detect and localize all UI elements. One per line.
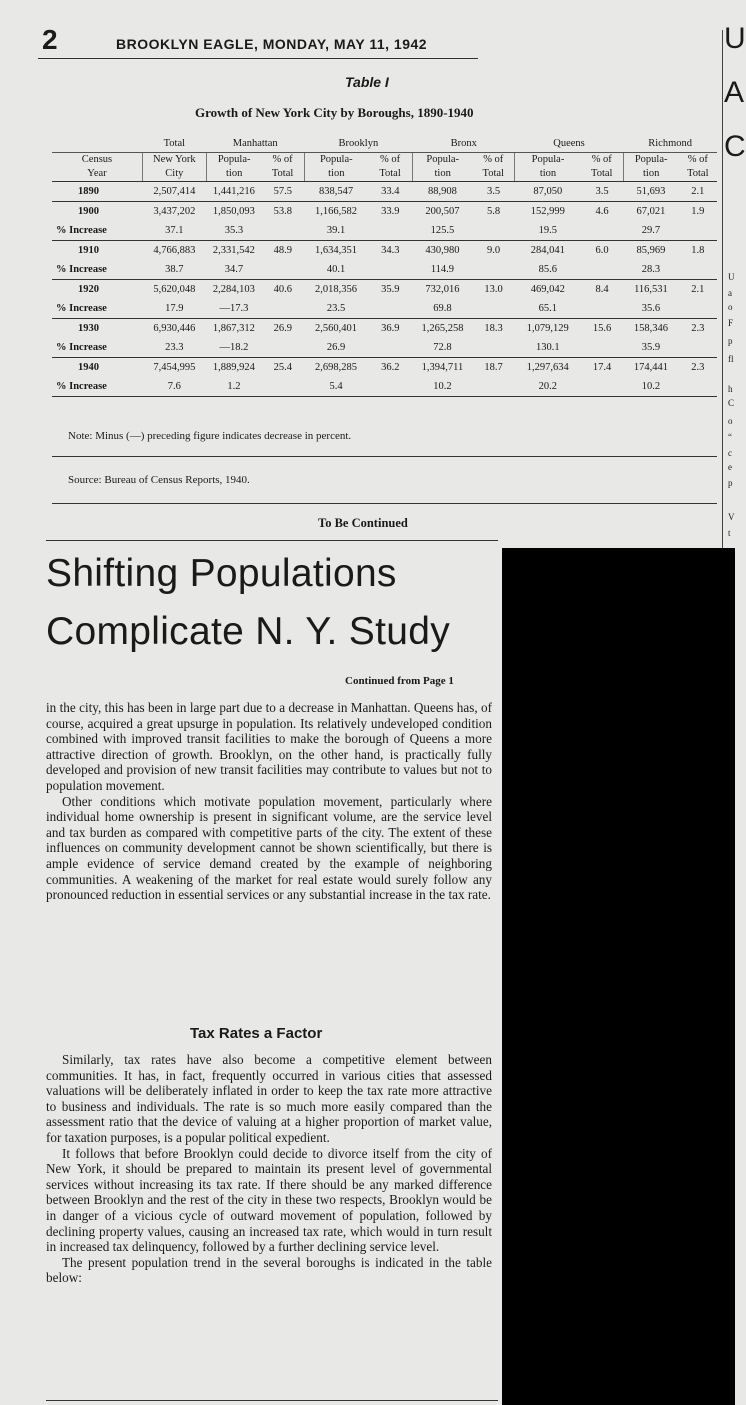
cell-increase: 29.7	[641, 225, 661, 236]
cell-percent: 57.5	[262, 182, 305, 202]
cell-population: 284,041	[515, 241, 581, 261]
pct-header: Total	[581, 167, 624, 182]
census-header: Census	[81, 154, 113, 165]
cell-population: 1,634,351	[304, 241, 368, 261]
cell-population: 2,018,356	[304, 280, 368, 300]
increase-row	[52, 338, 717, 358]
cell-increase: 35.9	[641, 342, 661, 353]
cell-percent: 4.6	[581, 202, 624, 222]
table-row	[52, 241, 717, 261]
redaction-block	[502, 548, 735, 1405]
table-source: Source: Bureau of Census Reports, 1940.	[68, 474, 250, 486]
adjacent-text-fragment: p	[728, 478, 733, 488]
cell-percent: 53.8	[262, 202, 305, 222]
cell-increase: 69.8	[433, 303, 452, 314]
note-rule	[52, 456, 717, 457]
cell-increase: 40.1	[326, 264, 346, 275]
paragraph: Similarly, tax rates have also become a competitive element between communities. It has, in fact, frequently occurred in various cities that assessed valuations will be deliberately inflated in order to keep the tax rate more attractive to business and individuals. The rate is so much more easily compared than the assessment ratio that the device of valuing at a higher proportion of market value, for taxation purposes, is a popular political expedient.	[46, 1052, 492, 1145]
cell-percent: 25.4	[262, 358, 305, 378]
row-year: 1890	[52, 182, 142, 202]
cell-increase: 34.7	[224, 264, 244, 275]
table-row	[52, 319, 717, 339]
cell-percent: 5.8	[472, 202, 515, 222]
borough-header: Total	[142, 135, 206, 153]
total-header: City	[142, 167, 206, 182]
cell-percent: 33.9	[368, 202, 413, 222]
cell-population: 174,441	[623, 358, 678, 378]
table-row	[52, 182, 717, 202]
increase-row	[52, 377, 717, 397]
cell-percent: 2.3	[679, 358, 717, 378]
source-rule	[52, 503, 717, 504]
to-be-continued: To Be Continued	[318, 516, 408, 530]
cell-increase: 38.7	[165, 264, 184, 275]
adjacent-headline-letter: A	[724, 76, 745, 109]
adjacent-text-fragment: e	[728, 462, 732, 472]
cell-population: 1,297,634	[515, 358, 581, 378]
cell-increase: 125.5	[430, 225, 455, 236]
pop-header: Popula-	[206, 153, 261, 168]
cell-increase: 85.6	[538, 264, 557, 275]
cell-percent: 2.1	[679, 280, 717, 300]
continued-from: Continued from Page 1	[345, 675, 454, 687]
cell-increase: 10.2	[641, 381, 661, 392]
masthead	[38, 24, 478, 58]
cell-percent: 3.5	[581, 182, 624, 202]
cell-percent: 40.6	[262, 280, 305, 300]
cell-population: 85,969	[623, 241, 678, 261]
borough-header: Brooklyn	[304, 135, 413, 153]
pop-header: Popula-	[413, 153, 473, 168]
cell-total: 4,766,883	[142, 241, 206, 261]
cell-increase: 7.6	[167, 381, 181, 392]
borough-header: Bronx	[413, 135, 515, 153]
adjacent-text-fragment: p	[728, 336, 733, 346]
cell-total: 6,930,446	[142, 319, 206, 339]
cell-population: 67,021	[623, 202, 678, 222]
adjacent-text-fragment: c	[728, 448, 732, 458]
cell-increase: 28.3	[641, 264, 661, 275]
table-row	[52, 280, 717, 300]
cell-increase: 5.4	[329, 381, 343, 392]
row-year: 1920	[52, 280, 142, 300]
pct-header: % of	[483, 154, 504, 165]
cell-population: 1,441,216	[206, 182, 261, 202]
pct-header: Total	[679, 167, 717, 182]
increase-row	[52, 221, 717, 241]
paragraph: Other conditions which motivate population movement, particularly where individual home ownership is present in significant volume, are the service level and tax burden as compared with competitive parts of the city. The extent of these influences on community development cannot be shown scientifically, but there is ample evidence of service demand created by the example of neighboring communities. A weakening of the market for real estate would surely follow any pronounced reduction in essential services or any substantial increase in the tax rate.	[46, 793, 492, 903]
adjacent-column	[718, 0, 746, 548]
increase-label: % Increase	[56, 303, 107, 314]
cell-increase: —18.2	[219, 342, 249, 353]
cell-population: 2,560,401	[304, 319, 368, 339]
cell-percent: 33.4	[368, 182, 413, 202]
pop-header: Popula-	[515, 153, 581, 168]
cell-percent: 17.4	[581, 358, 624, 378]
page-number: 2	[42, 24, 58, 55]
bottom-rule	[46, 1400, 498, 1401]
cell-percent: 13.0	[472, 280, 515, 300]
adjacent-headline-letter: U	[724, 22, 746, 55]
cell-population: 1,867,312	[206, 319, 261, 339]
cell-population: 116,531	[623, 280, 678, 300]
pct-header: % of	[591, 154, 612, 165]
masthead-rule	[38, 58, 478, 59]
cell-population: 1,850,093	[206, 202, 261, 222]
cell-percent: 36.9	[368, 319, 413, 339]
article-body-1	[46, 700, 492, 903]
adjacent-text-fragment: t	[728, 528, 731, 538]
adjacent-text-fragment: U	[728, 272, 735, 282]
headline-line-2: Complicate N. Y. Study	[46, 610, 451, 653]
borough-header: Queens	[515, 135, 624, 153]
cell-population: 51,693	[623, 182, 678, 202]
pop-header: tion	[515, 167, 581, 182]
cell-increase: 26.9	[326, 342, 346, 353]
cell-population: 152,999	[515, 202, 581, 222]
cell-increase: 23.3	[165, 342, 184, 353]
cell-population: 732,016	[413, 280, 473, 300]
increase-row	[52, 299, 717, 319]
cell-percent: 6.0	[581, 241, 624, 261]
cell-population: 200,507	[413, 202, 473, 222]
pct-header: % of	[687, 154, 708, 165]
pct-header: Total	[368, 167, 413, 182]
table-row	[52, 358, 717, 378]
pop-header: tion	[206, 167, 261, 182]
cell-total: 5,620,048	[142, 280, 206, 300]
paragraph: It follows that before Brooklyn could decide to divorce itself from the city of New York, it should be prepared to maintain its present level of governmental services without increasing its tax rate. If there should be any marked difference between Brooklyn and the rest of the city in these two respects, Brooklyn would be in danger of a vicious cycle of outward movement of population, followed by declining property values, causing an increased tax rate, which would in turn result in increased tax delinquency, followed by a further declining service level.	[46, 1145, 492, 1255]
row-year: 1940	[52, 358, 142, 378]
cell-population: 2,698,285	[304, 358, 368, 378]
cell-total: 7,454,995	[142, 358, 206, 378]
cell-percent: 2.3	[679, 319, 717, 339]
cell-percent: 26.9	[262, 319, 305, 339]
cell-percent: 1.9	[679, 202, 717, 222]
cell-population: 2,331,542	[206, 241, 261, 261]
adjacent-text-fragment: a	[728, 288, 732, 298]
cell-population: 87,050	[515, 182, 581, 202]
cell-percent: 2.1	[679, 182, 717, 202]
cell-population: 1,079,129	[515, 319, 581, 339]
borough-header: Manhattan	[206, 135, 304, 153]
cell-total: 3,437,202	[142, 202, 206, 222]
adjacent-headline-letter: C	[724, 130, 746, 163]
cell-increase: 114.9	[430, 264, 455, 275]
adjacent-text-fragment: “	[728, 432, 732, 442]
cell-increase: 20.2	[538, 381, 557, 392]
continued-rule	[46, 540, 498, 541]
adjacent-text-fragment: C	[728, 398, 735, 408]
pop-header: tion	[304, 167, 368, 182]
cell-increase: 39.1	[326, 225, 346, 236]
cell-population: 1,889,924	[206, 358, 261, 378]
article-body-2	[46, 1052, 492, 1286]
increase-label: % Increase	[56, 342, 107, 353]
cell-percent: 3.5	[472, 182, 515, 202]
cell-population: 158,346	[623, 319, 678, 339]
table-row	[52, 202, 717, 222]
subhead: Tax Rates a Factor	[190, 1025, 323, 1042]
cell-percent: 34.3	[368, 241, 413, 261]
cell-percent: 8.4	[581, 280, 624, 300]
increase-label: % Increase	[56, 264, 107, 275]
row-year: 1910	[52, 241, 142, 261]
cell-increase: 19.5	[538, 225, 557, 236]
cell-increase: 35.6	[641, 303, 661, 314]
adjacent-text-fragment: V	[728, 512, 735, 522]
adjacent-text-fragment: fl	[728, 354, 734, 364]
cell-increase: 17.9	[165, 303, 184, 314]
pop-header: Popula-	[304, 153, 368, 168]
census-table	[52, 135, 717, 401]
cell-increase: 10.2	[433, 381, 452, 392]
paragraph: The present population trend in the several boroughs is indicated in the table below:	[46, 1254, 492, 1286]
cell-increase: 65.1	[538, 303, 557, 314]
row-year: 1930	[52, 319, 142, 339]
headline-line-1: Shifting Populations	[46, 552, 397, 595]
cell-increase: 1.2	[227, 381, 241, 392]
cell-population: 1,265,258	[413, 319, 473, 339]
pop-header: tion	[623, 167, 678, 182]
cell-population: 88,908	[413, 182, 473, 202]
cell-increase: 72.8	[433, 342, 452, 353]
cell-increase: —17.3	[219, 303, 249, 314]
cell-percent: 18.7	[472, 358, 515, 378]
cell-increase: 35.3	[224, 225, 244, 236]
cell-population: 2,284,103	[206, 280, 261, 300]
cell-population: 430,980	[413, 241, 473, 261]
cell-percent: 9.0	[472, 241, 515, 261]
adjacent-text-fragment: o	[728, 416, 733, 426]
increase-row	[52, 260, 717, 280]
census-table-body	[52, 182, 717, 397]
pop-header: tion	[413, 167, 473, 182]
pct-header: Total	[262, 167, 305, 182]
cell-percent: 15.6	[581, 319, 624, 339]
cell-increase: 37.1	[165, 225, 184, 236]
cell-population: 1,394,711	[413, 358, 473, 378]
table-title: Growth of New York City by Boroughs, 1890-1940	[195, 105, 474, 120]
cell-total: 2,507,414	[142, 182, 206, 202]
increase-label: % Increase	[56, 225, 107, 236]
table-note: Note: Minus (—) preceding figure indicates decrease in percent.	[68, 430, 352, 442]
paragraph: in the city, this has been in large part due to a decrease in Manhattan. Queens has, of course, acquired a great upsurge in population. Its relatively undeveloped condition combined with improved transit facilities to make the borough of Queens a more attractive direction of growth. Brooklyn, on the other hand, is practically fully developed and provision of new transit facilities may contribute to values but not to population movement.	[46, 700, 492, 793]
row-year: 1900	[52, 202, 142, 222]
table-label: Table I	[345, 74, 389, 90]
pct-header: % of	[379, 154, 401, 165]
cell-percent: 48.9	[262, 241, 305, 261]
increase-label: % Increase	[56, 381, 107, 392]
year-header: Year	[52, 167, 142, 182]
cell-increase: 23.5	[326, 303, 346, 314]
total-header: New York	[142, 153, 206, 168]
cell-increase: 130.1	[535, 342, 560, 353]
pop-header: Popula-	[623, 153, 678, 168]
adjacent-text-fragment: o	[728, 302, 733, 312]
masthead-title: BROOKLYN EAGLE, MONDAY, MAY 11, 1942	[116, 36, 428, 52]
cell-percent: 1.8	[679, 241, 717, 261]
cell-percent: 35.9	[368, 280, 413, 300]
pct-header: Total	[472, 167, 515, 182]
cell-percent: 36.2	[368, 358, 413, 378]
cell-population: 1,166,582	[304, 202, 368, 222]
adjacent-text-fragment: F	[728, 318, 734, 328]
cell-population: 838,547	[304, 182, 368, 202]
cell-percent: 18.3	[472, 319, 515, 339]
borough-header: Richmond	[623, 135, 717, 153]
cell-population: 469,042	[515, 280, 581, 300]
pct-header: % of	[272, 154, 293, 165]
adjacent-text-fragment: h	[728, 384, 733, 394]
